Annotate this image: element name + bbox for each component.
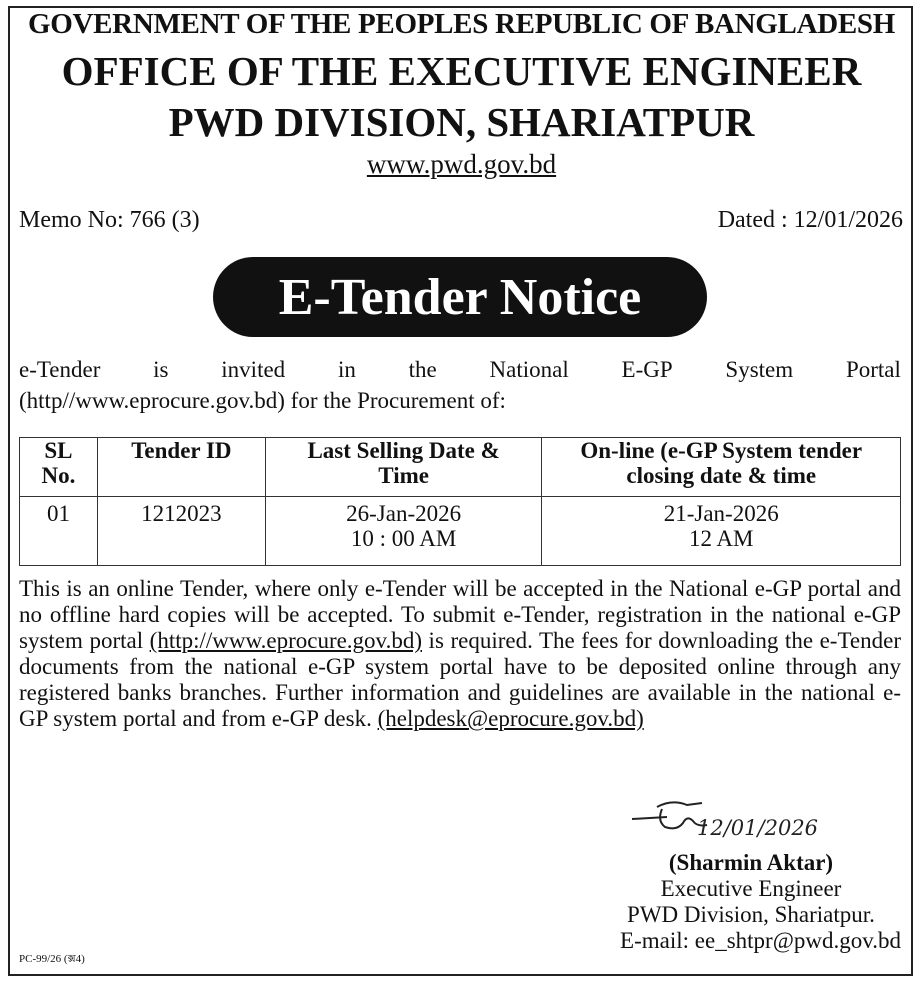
website-link[interactable]: www.pwd.gov.bd [366,149,557,179]
cell-selling-time: 10 : 00 AM [350,526,457,551]
signature-handwritten-date: 12/01/2026 [697,816,819,840]
division-title: PWD DIVISION, SHARIATPUR [168,99,755,145]
table-header-row [20,438,901,497]
signature-image [627,797,822,847]
col-selling-line1: Last Selling Date & [307,438,500,463]
intro-word: e-Tender [19,357,101,382]
intro-word: National [489,357,569,382]
memo-date: Dated : 12/01/2026 [717,207,903,233]
website-row [0,149,923,180]
col-online-closing [542,438,901,497]
cell-tender-id: 1212023 [97,497,265,566]
intro-line-2: (http//www.eprocure.gov.bd) for the Procurement of: [19,388,506,413]
col-last-selling [265,438,542,497]
signatory-designation: Executive Engineer [660,876,842,901]
col-sl-no [20,438,98,497]
cell-selling-date: 26-Jan-2026 [346,501,462,526]
intro-word: System [725,357,794,382]
footer-code: PC-99/26 (ক্স4) [19,953,85,965]
signature-block [561,850,901,954]
instructions-text-2: is required. The fees for downloading the e-Tender documents from the national e-GP system portal have to be deposited online through any registered banks branches. Further information and guidelines are available in the national e-GP system portal and from e-GP desk. [19,628,901,731]
signatory-name: (Sharmin Aktar) [668,850,834,875]
instructions-paragraph [19,576,901,732]
tender-table [19,437,901,566]
cell-sl: 01 [20,497,98,566]
col-online-line1: On-line (e-GP System tender [580,438,863,463]
col-selling-line2: Time [378,463,429,488]
intro-paragraph [19,354,901,416]
cell-closing [542,497,901,566]
signatory-office: PWD Division, Shariatpur. [627,902,875,927]
government-title: GOVERNMENT OF THE PEOPLES REPUBLIC OF BANGLADESH [27,8,895,40]
intro-word: in [337,357,356,382]
intro-word: invited [221,357,286,382]
office-title: OFFICE OF THE EXECUTIVE ENGINEER [61,48,862,94]
col-online-line2: closing date & time [626,463,817,488]
memo-number: Memo No: 766 (3) [19,207,200,233]
helpdesk-email-link[interactable]: (helpdesk@eprocure.gov.bd) [377,706,644,731]
col-sl-line2: No. [41,463,76,488]
table-row [20,497,901,566]
eprocure-link[interactable]: (http://www.eprocure.gov.bd) [149,628,422,653]
instructions-text-1: This is an online Tender, where only e-Tender will be accepted in the National e-GP portal and no offline hard copies will be accepted. To submit e-Tender, registration in the national e-GP system portal [19,576,901,653]
intro-word: the [408,357,437,382]
col-tender-id: Tender ID [97,438,265,497]
signatory-email: E-mail: ee_shtpr@pwd.gov.bd [620,928,901,953]
col-sl-line1: SL [44,438,73,463]
intro-line-1 [19,354,901,385]
cell-closing-date: 21-Jan-2026 [663,501,779,526]
intro-word: Portal [845,357,901,382]
cell-closing-time: 12 AM [688,526,754,551]
notice-banner: E-Tender Notice [213,257,707,337]
cell-selling [265,497,542,566]
intro-word: E-GP [621,357,673,382]
intro-word: is [153,357,169,382]
